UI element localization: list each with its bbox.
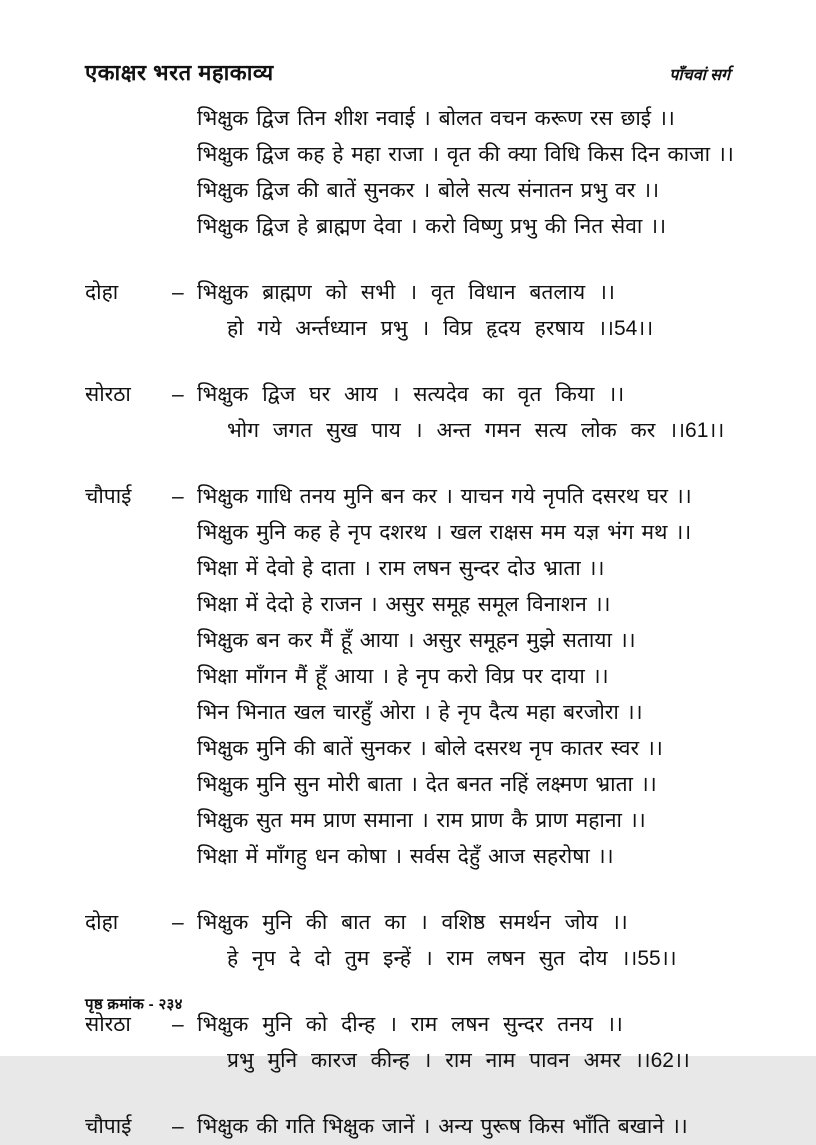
verse-type-label: सोरठा — [85, 1013, 131, 1036]
verse-line: भिक्षुक बन कर मैं हूँ आया । असुर समूहन मुझे सताया ।। — [197, 629, 636, 652]
verse-line: भिक्षुक द्विज की बातें सुनकर । बोले सत्य संनातन प्रभु वर ।। — [197, 179, 660, 202]
verse-lines — [197, 905, 730, 977]
canto-title: पाँचवां सर्ग — [669, 67, 730, 84]
verse-line: भिन भिनात खल चारहुँ ओरा । हे नृप दैत्य महा बरजोरा ।। — [197, 701, 643, 724]
verse-type-label: दोहा — [85, 911, 119, 934]
verse-block-chaupai — [85, 1109, 730, 1145]
verse-line: भिक्षा में माँगहु धन कोषा । सर्वस देहुँ आज सहरोषा ।। — [197, 845, 614, 868]
verse-dash: – — [172, 1115, 184, 1138]
verse-dash: – — [172, 281, 184, 304]
book-title: एकाक्षर भरत महाकाव्य — [85, 60, 274, 85]
verse-lines — [197, 1109, 730, 1145]
verse-line: भिक्षुक सुत मम प्राण समाना । राम प्राण कै प्राण महाना ।। — [197, 809, 646, 832]
verse-line: भिक्षुक ब्राह्मण को सभी । वृत विधान बतलाय ।। — [197, 281, 615, 304]
verse-line: भिक्षा में देवो हे दाता । राम लषन सुन्दर दोउ भ्राता ।। — [197, 557, 605, 580]
verse-line: भिक्षुक मुनि को दीन्ह । राम लषन सुन्दर तनय ।। — [197, 1013, 623, 1036]
verse-lines — [197, 377, 730, 449]
page-number-label: पृष्ठ क्रमांक - २३४ — [85, 996, 183, 1013]
verse-line: भिक्षुक द्विज घर आय । सत्यदेव का वृत किया ।। — [197, 383, 625, 406]
verse-line: भिक्षुक गाधि तनय मुनि बन कर । याचन गये नृपति दसरथ घर ।। — [197, 485, 692, 508]
verse-line: भिक्षुक की गति भिक्षुक जानें । अन्य पुरूष किस भाँति बखाने ।। — [197, 1115, 688, 1138]
verse-type-label: चौपाई — [85, 1115, 132, 1138]
verse-line: हो गये अर्न्तध्यान प्रभु । विप्र हृदय हरषाय ।।54।। — [227, 317, 654, 340]
verse-line: भिक्षुक द्विज हे ब्राह्मण देवा । करो विष्णु प्रभु की नित सेवा ।। — [197, 215, 667, 238]
verse-dash: – — [172, 383, 184, 406]
verse-dash: – — [172, 911, 184, 934]
verse-block-doha — [85, 905, 730, 977]
verse-line: भिक्षा माँगन मैं हूँ आया । हे नृप करो विप्र पर दाया ।। — [197, 665, 609, 688]
verse-line: हे नृप दे दो तुम इन्हें । राम लषन सुत दोय ।।55।। — [227, 947, 677, 970]
verse-dash: – — [172, 1013, 184, 1036]
verse-block-soratha — [85, 377, 730, 449]
verse-line: भोग जगत सुख पाय । अन्त गमन सत्य लोक कर ।।61।। — [227, 419, 725, 442]
verse-lines — [197, 275, 730, 347]
page-header — [85, 57, 730, 87]
verse-block-chaupai — [85, 479, 730, 875]
verse-line: भिक्षुक मुनि कह हे नृप दशरथ । खल राक्षस मम यज्ञ भंग मथ ।। — [197, 521, 692, 544]
verse-line: भिक्षुक मुनि की बातें सुनकर । बोले दसरथ नृप कातर स्वर ।। — [197, 737, 663, 760]
verse-line: भिक्षुक मुनि की बात का । वशिष्ठ समर्थन जोय ।। — [197, 911, 628, 934]
verse-line: भिक्षा में देदो हे राजन । असुर समूह समूल विनाशन ।। — [197, 593, 611, 616]
verse-block-chaupai — [85, 101, 734, 245]
verse-line: भिक्षुक मुनि सुन मोरी बाता । देत बनत नहिं लक्ष्मण भ्राता ।। — [197, 773, 657, 796]
verse-dash: – — [172, 485, 184, 508]
verse-type-label: दोहा — [85, 281, 119, 304]
verse-block-doha — [85, 275, 730, 347]
verse-line: भिक्षुक द्विज तिन शीश नवाई । बोलत वचन करूण रस छाई ।। — [197, 107, 675, 130]
verse-line: प्रभु मुनि कारज कीन्ह । राम नाम पावन अमर ।।62।। — [227, 1049, 690, 1072]
verse-area — [85, 101, 734, 1145]
verse-block-soratha — [85, 1007, 730, 1079]
verse-line: भिक्षुक द्विज कह हे महा राजा । वृत की क्या विधि किस दिन काजा ।। — [197, 143, 734, 166]
verse-lines — [197, 1007, 730, 1079]
verse-lines — [197, 101, 734, 245]
verse-type-label: सोरठा — [85, 383, 131, 406]
verse-type-label: चौपाई — [85, 485, 132, 508]
verse-lines — [197, 479, 730, 875]
